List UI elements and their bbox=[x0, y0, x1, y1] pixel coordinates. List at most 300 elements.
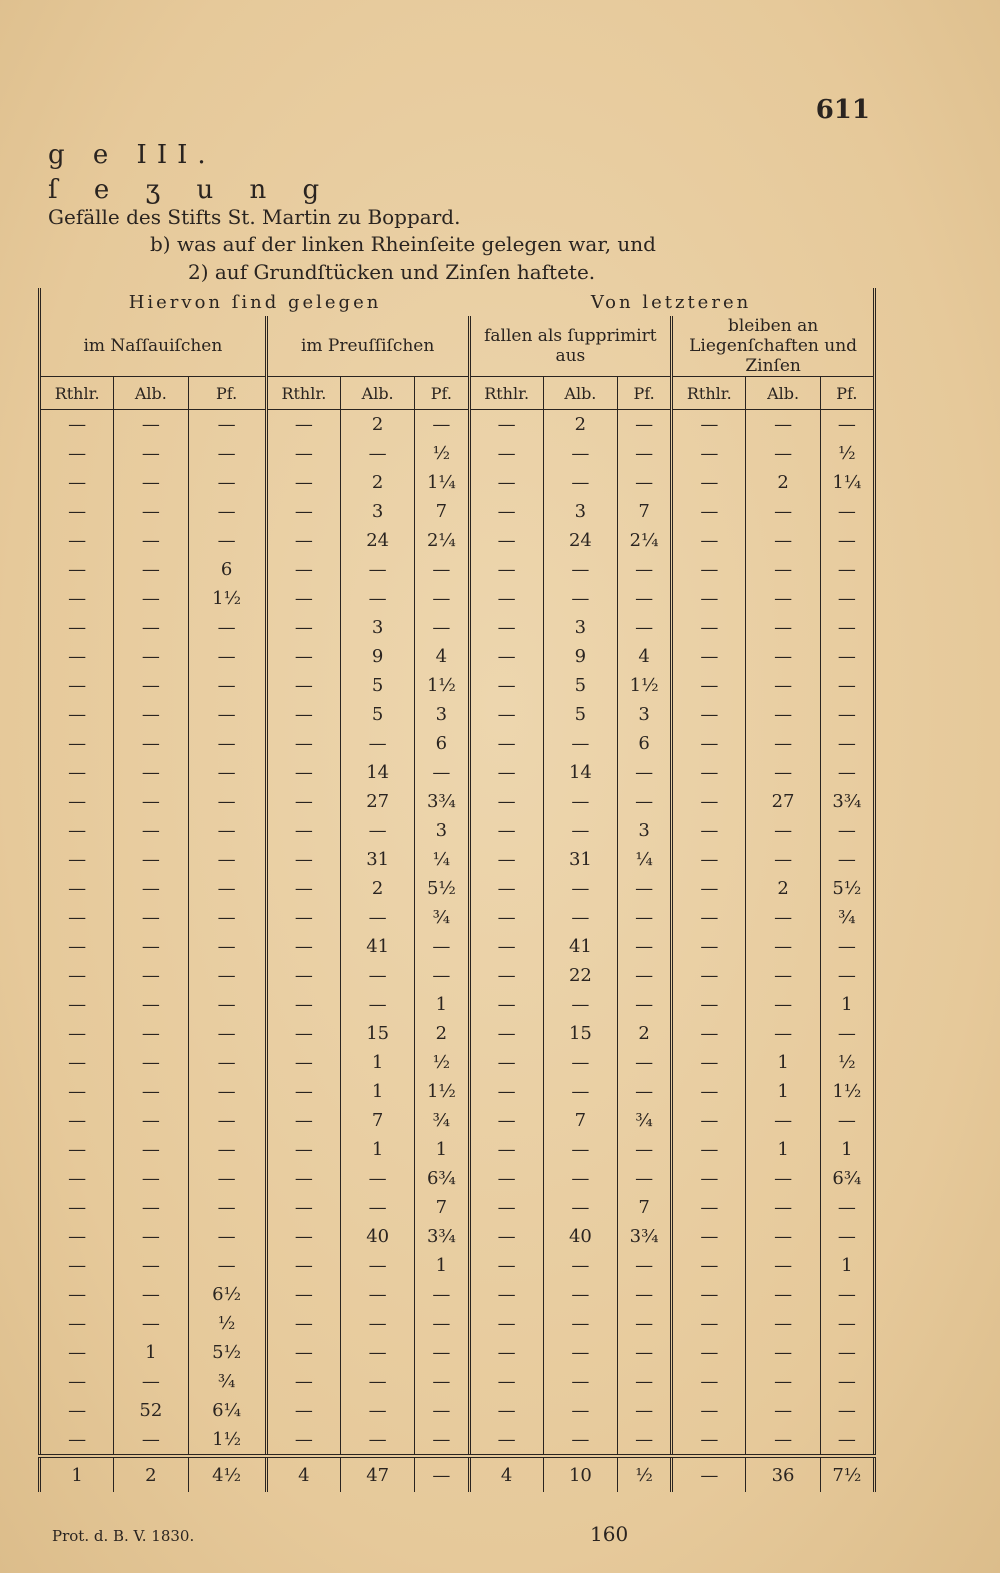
table-cell: — bbox=[543, 1193, 617, 1222]
table-cell: — bbox=[837, 1226, 856, 1247]
table-cell: 9 bbox=[341, 642, 415, 671]
table-cell: — bbox=[266, 787, 340, 816]
table-cell: — bbox=[40, 584, 114, 613]
table-row bbox=[40, 1106, 875, 1135]
table-cell: 1½ bbox=[188, 584, 266, 613]
table-cell: — bbox=[618, 1367, 672, 1396]
table-cell: — bbox=[266, 1425, 340, 1456]
table-cell: — bbox=[188, 845, 266, 874]
table-cell: — bbox=[543, 1048, 617, 1077]
table-cell: — bbox=[672, 758, 746, 787]
table-cell: — bbox=[188, 613, 266, 642]
table-cell: — bbox=[469, 729, 543, 758]
table-cell: — bbox=[837, 1400, 856, 1421]
table-cell: — bbox=[114, 1280, 188, 1309]
table-cell: — bbox=[415, 1280, 469, 1309]
column-header: Alb. bbox=[746, 377, 820, 410]
table-cell: — bbox=[746, 584, 820, 613]
table-cell: — bbox=[618, 1425, 672, 1456]
table-cell: — bbox=[266, 1338, 340, 1367]
table-cell: — bbox=[672, 468, 746, 497]
table-cell: — bbox=[837, 588, 856, 609]
table-cell: — bbox=[266, 468, 340, 497]
total-cell: — bbox=[672, 1456, 746, 1492]
table-cell: — bbox=[618, 1048, 672, 1077]
table-cell: 2 bbox=[746, 468, 820, 497]
table-cell: — bbox=[469, 990, 543, 1019]
table-cell: 1 bbox=[841, 1255, 853, 1276]
table-cell: — bbox=[672, 1338, 746, 1367]
table-cell: — bbox=[415, 613, 469, 642]
table-cell: 52 bbox=[114, 1396, 188, 1425]
table-cell: 1 bbox=[341, 1135, 415, 1164]
total-cell: 4 bbox=[469, 1456, 543, 1492]
table-cell: — bbox=[341, 1396, 415, 1425]
table-cell: ¾ bbox=[188, 1367, 266, 1396]
table-cell: — bbox=[746, 1164, 820, 1193]
table-cell: — bbox=[469, 584, 543, 613]
table-cell: — bbox=[672, 642, 746, 671]
table-cell: — bbox=[543, 1077, 617, 1106]
total-cell: — bbox=[415, 1456, 469, 1492]
table-cell: 3 bbox=[543, 497, 617, 526]
table-cell: — bbox=[40, 1164, 114, 1193]
table-cell: — bbox=[415, 1338, 469, 1367]
table-cell: — bbox=[837, 530, 856, 551]
table-cell: — bbox=[469, 932, 543, 961]
table-cell: 41 bbox=[341, 932, 415, 961]
table-cell: 3¾ bbox=[618, 1222, 672, 1251]
table-cell: — bbox=[114, 845, 188, 874]
table-cell: — bbox=[188, 1077, 266, 1106]
table-cell: — bbox=[415, 961, 469, 990]
table-cell: — bbox=[672, 555, 746, 584]
table-row bbox=[40, 787, 875, 816]
table-cell: — bbox=[266, 729, 340, 758]
table-cell: — bbox=[188, 497, 266, 526]
table-cell: 3 bbox=[415, 816, 469, 845]
table-cell: — bbox=[837, 936, 856, 957]
table-cell: — bbox=[114, 1106, 188, 1135]
table-cell: — bbox=[837, 1313, 856, 1334]
table-cell: — bbox=[188, 961, 266, 990]
table-cell: — bbox=[40, 729, 114, 758]
table-cell: — bbox=[415, 1309, 469, 1338]
table-cell: — bbox=[266, 410, 340, 440]
table-cell: — bbox=[40, 787, 114, 816]
table-cell: — bbox=[341, 1251, 415, 1280]
table-row bbox=[40, 990, 875, 1019]
table-cell: 1 bbox=[841, 994, 853, 1015]
table-cell: — bbox=[618, 1280, 672, 1309]
table-cell: — bbox=[672, 1193, 746, 1222]
table-cell: — bbox=[618, 932, 672, 961]
column-header: Rthlr. bbox=[672, 377, 746, 410]
table-cell: 41 bbox=[543, 932, 617, 961]
table-cell: — bbox=[469, 642, 543, 671]
table-cell: — bbox=[746, 642, 820, 671]
table-cell: — bbox=[672, 1280, 746, 1309]
table-cell: — bbox=[618, 758, 672, 787]
table-cell: 2¼ bbox=[618, 526, 672, 555]
table-cell: — bbox=[543, 729, 617, 758]
table-row bbox=[40, 816, 875, 845]
table-cell: 3¾ bbox=[415, 787, 469, 816]
table-cell: 6½ bbox=[188, 1280, 266, 1309]
table-cell: — bbox=[672, 410, 746, 440]
table-cell: — bbox=[672, 1367, 746, 1396]
table-cell: — bbox=[40, 700, 114, 729]
table-cell: — bbox=[114, 874, 188, 903]
table-cell: 5½ bbox=[415, 874, 469, 903]
table-cell: — bbox=[341, 1425, 415, 1456]
table-cell: — bbox=[618, 874, 672, 903]
column-header: Pf. bbox=[820, 377, 874, 410]
table-cell: — bbox=[837, 1023, 856, 1044]
table-cell: — bbox=[188, 874, 266, 903]
table-cell: — bbox=[469, 1135, 543, 1164]
table-cell: — bbox=[40, 468, 114, 497]
column-header: Rthlr. bbox=[469, 377, 543, 410]
table-cell: — bbox=[415, 1425, 469, 1456]
table-cell: — bbox=[40, 874, 114, 903]
table-cell: 2¼ bbox=[415, 526, 469, 555]
heading-subtitle-2: 2) auf Grundſtücken und Zinſen haftete. bbox=[188, 260, 596, 284]
table-cell: — bbox=[746, 497, 820, 526]
table-cell: — bbox=[266, 845, 340, 874]
table-cell: — bbox=[341, 1309, 415, 1338]
table-cell: — bbox=[266, 1367, 340, 1396]
table-cell: 2 bbox=[341, 468, 415, 497]
table-cell: 7 bbox=[618, 1193, 672, 1222]
table-cell: — bbox=[266, 903, 340, 932]
table-cell: — bbox=[746, 410, 820, 440]
table-cell: — bbox=[114, 1135, 188, 1164]
table-row bbox=[40, 1338, 875, 1367]
table-cell: — bbox=[114, 584, 188, 613]
page-number: 611 bbox=[815, 95, 870, 125]
table-cell: — bbox=[40, 932, 114, 961]
table-cell: ¾ bbox=[618, 1106, 672, 1135]
table-cell: — bbox=[266, 1396, 340, 1425]
table-cell: 6 bbox=[188, 555, 266, 584]
table-cell: — bbox=[837, 414, 856, 435]
table-cell: 15 bbox=[543, 1019, 617, 1048]
table-cell: — bbox=[746, 1280, 820, 1309]
table-cell: — bbox=[114, 816, 188, 845]
table-cell: — bbox=[114, 1019, 188, 1048]
table-cell: ¾ bbox=[415, 903, 469, 932]
table-row bbox=[40, 1309, 875, 1338]
group-header-letzteren: Von letzteren bbox=[590, 291, 752, 313]
table-cell: — bbox=[40, 816, 114, 845]
table-row bbox=[40, 758, 875, 787]
table-row bbox=[40, 1164, 875, 1193]
table-cell: — bbox=[469, 758, 543, 787]
table-cell: — bbox=[469, 1309, 543, 1338]
table-cell: — bbox=[40, 1251, 114, 1280]
table-cell: — bbox=[543, 816, 617, 845]
footer-reference: Prot. d. B. V. 1830. bbox=[52, 1527, 195, 1545]
subheader-bleiben: bleiben an Liegenſchaften und Zinſen bbox=[689, 316, 858, 376]
table-cell: — bbox=[672, 1019, 746, 1048]
table-row bbox=[40, 1251, 875, 1280]
table-row bbox=[40, 1048, 875, 1077]
table-cell: — bbox=[543, 1309, 617, 1338]
table-cell: — bbox=[341, 1367, 415, 1396]
table-row bbox=[40, 961, 875, 990]
table-cell: 7 bbox=[618, 497, 672, 526]
table-cell: 3 bbox=[341, 613, 415, 642]
table-cell: — bbox=[266, 526, 340, 555]
table-cell: — bbox=[341, 990, 415, 1019]
table-cell: — bbox=[672, 1222, 746, 1251]
table-cell: — bbox=[266, 1309, 340, 1338]
table-cell: 31 bbox=[341, 845, 415, 874]
table-cell: — bbox=[114, 526, 188, 555]
table-cell: — bbox=[746, 1425, 820, 1456]
table-cell: — bbox=[672, 903, 746, 932]
table-cell: — bbox=[415, 932, 469, 961]
subheader-preussen: im Preuſſiſchen bbox=[266, 316, 469, 377]
table-cell: — bbox=[114, 1222, 188, 1251]
table-cell: — bbox=[469, 468, 543, 497]
table-cell: — bbox=[837, 733, 856, 754]
table-cell: 5½ bbox=[188, 1338, 266, 1367]
column-header-row bbox=[40, 377, 875, 410]
table-cell: 2 bbox=[618, 1019, 672, 1048]
table-cell: — bbox=[114, 642, 188, 671]
table-cell: 14 bbox=[341, 758, 415, 787]
table-cell: — bbox=[40, 1280, 114, 1309]
table-cell: — bbox=[469, 613, 543, 642]
table-cell: — bbox=[469, 526, 543, 555]
table-cell: 9 bbox=[543, 642, 617, 671]
table-cell: — bbox=[341, 816, 415, 845]
table-cell: — bbox=[618, 1135, 672, 1164]
table-cell: ¼ bbox=[415, 845, 469, 874]
table-cell: — bbox=[618, 903, 672, 932]
table-cell: — bbox=[469, 1193, 543, 1222]
column-header: Alb. bbox=[114, 377, 188, 410]
table-cell: 1½ bbox=[188, 1425, 266, 1456]
table-cell: — bbox=[746, 439, 820, 468]
ledger-table bbox=[38, 288, 876, 1492]
table-cell: 24 bbox=[341, 526, 415, 555]
table-cell: 24 bbox=[543, 526, 617, 555]
table-cell: — bbox=[469, 497, 543, 526]
table-cell: — bbox=[266, 555, 340, 584]
total-cell: 10 bbox=[543, 1456, 617, 1492]
table-cell: — bbox=[40, 1222, 114, 1251]
table-cell: 4 bbox=[415, 642, 469, 671]
table-cell: 7 bbox=[415, 497, 469, 526]
table-cell: — bbox=[40, 903, 114, 932]
table-cell: — bbox=[415, 555, 469, 584]
table-cell: — bbox=[341, 584, 415, 613]
table-cell: — bbox=[672, 874, 746, 903]
table-cell: — bbox=[618, 439, 672, 468]
table-cell: — bbox=[188, 787, 266, 816]
subheader-nassau: im Naſſauiſchen bbox=[40, 316, 267, 377]
table-cell: — bbox=[114, 1048, 188, 1077]
table-cell: — bbox=[188, 1106, 266, 1135]
table-cell: ½ bbox=[415, 1048, 469, 1077]
table-cell: — bbox=[469, 1338, 543, 1367]
signature-mark: 160 bbox=[590, 1522, 629, 1546]
table-cell: — bbox=[40, 1193, 114, 1222]
table-cell: — bbox=[469, 816, 543, 845]
table-cell: — bbox=[746, 990, 820, 1019]
table-cell: — bbox=[341, 1193, 415, 1222]
table-cell: — bbox=[40, 845, 114, 874]
table-cell: — bbox=[266, 700, 340, 729]
table-cell: — bbox=[618, 1077, 672, 1106]
column-header: Rthlr. bbox=[40, 377, 114, 410]
table-cell: — bbox=[114, 729, 188, 758]
table-cell: — bbox=[266, 1251, 340, 1280]
table-cell: — bbox=[40, 1077, 114, 1106]
table-cell: — bbox=[40, 961, 114, 990]
table-cell: — bbox=[341, 439, 415, 468]
heading-title: Gefälle des Stifts St. Martin zu Boppard. bbox=[48, 205, 461, 229]
table-cell: — bbox=[746, 758, 820, 787]
table-cell: — bbox=[40, 526, 114, 555]
table-cell: 2 bbox=[341, 410, 415, 440]
table-cell: — bbox=[469, 845, 543, 874]
table-cell: 6¾ bbox=[415, 1164, 469, 1193]
table-cell: — bbox=[746, 526, 820, 555]
table-row bbox=[40, 410, 875, 440]
table-cell: — bbox=[266, 990, 340, 1019]
table-cell: — bbox=[188, 816, 266, 845]
table-cell: — bbox=[415, 1367, 469, 1396]
table-cell: — bbox=[114, 961, 188, 990]
table-cell: 40 bbox=[341, 1222, 415, 1251]
table-cell: — bbox=[746, 903, 820, 932]
table-cell: 3 bbox=[543, 613, 617, 642]
table-cell: — bbox=[266, 1135, 340, 1164]
table-row bbox=[40, 1280, 875, 1309]
table-cell: — bbox=[188, 1164, 266, 1193]
heading-subtitle-b: b) was auf der linken Rheinſeite gelegen war, und bbox=[150, 232, 656, 256]
table-cell: — bbox=[469, 874, 543, 903]
table-cell: — bbox=[837, 965, 856, 986]
total-cell: ½ bbox=[618, 1456, 672, 1492]
table-cell: — bbox=[266, 932, 340, 961]
table-cell: 1½ bbox=[415, 671, 469, 700]
table-cell: — bbox=[114, 1164, 188, 1193]
table-cell: 1 bbox=[341, 1048, 415, 1077]
table-row bbox=[40, 613, 875, 642]
table-cell: — bbox=[114, 1251, 188, 1280]
table-cell: — bbox=[114, 787, 188, 816]
table-cell: 1 bbox=[746, 1135, 820, 1164]
table-cell: — bbox=[672, 990, 746, 1019]
table-cell: — bbox=[341, 555, 415, 584]
table-row bbox=[40, 932, 875, 961]
total-cell: 2 bbox=[114, 1456, 188, 1492]
table-cell: — bbox=[543, 555, 617, 584]
table-cell: — bbox=[837, 1371, 856, 1392]
table-cell: — bbox=[746, 671, 820, 700]
table-cell: — bbox=[746, 1338, 820, 1367]
table-cell: 31 bbox=[543, 845, 617, 874]
table-cell: 5½ bbox=[832, 878, 862, 899]
table-cell: 1 bbox=[746, 1048, 820, 1077]
table-cell: — bbox=[746, 1251, 820, 1280]
table-cell: — bbox=[469, 671, 543, 700]
table-cell: — bbox=[672, 1048, 746, 1077]
subheader-supprimirt: fallen als ſupprimirt aus bbox=[469, 316, 672, 377]
table-cell: — bbox=[837, 1284, 856, 1305]
table-cell: — bbox=[746, 932, 820, 961]
table-cell: 27 bbox=[341, 787, 415, 816]
table-cell: — bbox=[114, 497, 188, 526]
table-cell: — bbox=[746, 1396, 820, 1425]
table-cell: — bbox=[618, 1338, 672, 1367]
table-cell: — bbox=[114, 1077, 188, 1106]
table-cell: — bbox=[469, 1425, 543, 1456]
table-cell: — bbox=[837, 501, 856, 522]
table-cell: — bbox=[266, 1106, 340, 1135]
table-cell: — bbox=[746, 1222, 820, 1251]
table-cell: — bbox=[837, 1197, 856, 1218]
table-cell: 1 bbox=[415, 1135, 469, 1164]
table-cell: 40 bbox=[543, 1222, 617, 1251]
table-cell: — bbox=[266, 1077, 340, 1106]
table-row bbox=[40, 700, 875, 729]
table-cell: 1¼ bbox=[832, 472, 862, 493]
table-cell: 3¾ bbox=[415, 1222, 469, 1251]
table-cell: — bbox=[746, 1367, 820, 1396]
table-cell: — bbox=[114, 700, 188, 729]
table-cell: ½ bbox=[838, 1052, 856, 1073]
table-cell: ½ bbox=[415, 439, 469, 468]
table-cell: — bbox=[188, 1222, 266, 1251]
table-cell: — bbox=[40, 555, 114, 584]
table-row bbox=[40, 1367, 875, 1396]
table-row bbox=[40, 1222, 875, 1251]
table-cell: — bbox=[415, 758, 469, 787]
table-cell: 5 bbox=[341, 700, 415, 729]
table-cell: — bbox=[188, 932, 266, 961]
table-cell: — bbox=[266, 1048, 340, 1077]
table-cell: — bbox=[746, 845, 820, 874]
table-cell: — bbox=[266, 961, 340, 990]
table-cell: 1 bbox=[114, 1338, 188, 1367]
table-cell: 3 bbox=[618, 700, 672, 729]
table-cell: — bbox=[469, 1077, 543, 1106]
table-cell: — bbox=[415, 1396, 469, 1425]
table-cell: — bbox=[266, 584, 340, 613]
table-row bbox=[40, 497, 875, 526]
table-cell: 1 bbox=[415, 990, 469, 1019]
table-cell: — bbox=[469, 1048, 543, 1077]
table-cell: 1½ bbox=[832, 1081, 862, 1102]
table-cell: — bbox=[543, 874, 617, 903]
table-cell: — bbox=[469, 555, 543, 584]
table-cell: 27 bbox=[746, 787, 820, 816]
table-cell: — bbox=[114, 932, 188, 961]
column-header: Alb. bbox=[341, 377, 415, 410]
table-cell: — bbox=[672, 1309, 746, 1338]
table-cell: — bbox=[114, 903, 188, 932]
column-header: Pf. bbox=[188, 377, 266, 410]
table-cell: — bbox=[672, 816, 746, 845]
table-cell: — bbox=[469, 410, 543, 440]
table-cell: — bbox=[114, 758, 188, 787]
